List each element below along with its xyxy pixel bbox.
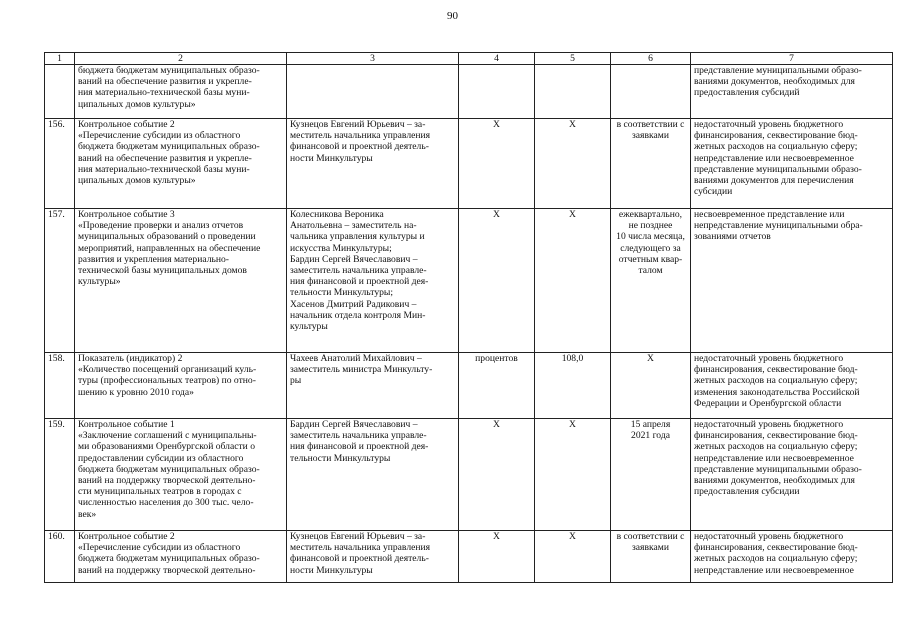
event-cell: бюджета бюджетам муниципальных образо- ваний на обеспечение развития и укрепле- ния материально-технической базы муни- ципальных домов культуры» [75, 65, 287, 119]
event-cell: Контрольное событие 1 «Заключение соглашений с муниципальны- ми образованиями Оренбургской области о предоставлении субсидии из областного бюджета бюджетам муниципальных образо- ваний на поддержку творческой деятельно- сти муниципальных театров в городах с численностью населения до 300 тыс. чело- век» [75, 419, 287, 531]
row-number: 157. [45, 209, 75, 353]
unit-cell: Х [459, 419, 535, 531]
event-cell: Контрольное событие 3 «Проведение проверки и анализ отчетов муниципальных образований о проведении мероприятий, направленных на обеспечение развития и укрепления материально- технической базы муниципальных домов культуры» [75, 209, 287, 353]
table-row [45, 353, 893, 419]
table-row [45, 65, 893, 119]
header-cell: 3 [287, 53, 459, 65]
event-cell: Контрольное событие 2 «Перечисление субсидии из областного бюджета бюджетам муниципальных образо- ваний на поддержку творческой деятельно- [75, 531, 287, 583]
value-cell [535, 65, 611, 119]
row-number: 158. [45, 353, 75, 419]
table-row [45, 531, 893, 583]
value-cell: Х [535, 209, 611, 353]
plan-table [44, 52, 893, 583]
deadline-cell: ежеквартально, не позднее 10 числа месяца, следующего за отчетным квар- талом [611, 209, 691, 353]
value-cell: Х [535, 419, 611, 531]
responsible-cell: Колесникова Вероника Анатольевна – заместитель на- чальника управления культуры и искусства Минкультуры; Бардин Сергей Вячеславович – заместитель начальника управле- ния финансовой и проектной дея- тельности Минкультуры; Хасенов Дмитрий Радикович – начальник отдела контроля Мин- культуры [287, 209, 459, 353]
event-cell: Контрольное событие 2 «Перечисление субсидии из областного бюджета бюджетам муниципальных образо- ваний на обеспечение развития и укрепле- ния материально-технической базы муни- ципальных домов культуры» [75, 119, 287, 209]
row-number: 156. [45, 119, 75, 209]
responsible-cell: Чахеев Анатолий Михайлович – заместитель министра Минкульту- ры [287, 353, 459, 419]
deadline-cell: 15 апреля 2021 года [611, 419, 691, 531]
deadline-cell: в соответствии с заявками [611, 531, 691, 583]
header-cell: 6 [611, 53, 691, 65]
row-number [45, 65, 75, 119]
unit-cell: Х [459, 531, 535, 583]
header-cell: 7 [691, 53, 893, 65]
value-cell: 108,0 [535, 353, 611, 419]
value-cell: Х [535, 119, 611, 209]
risk-cell: недостаточный уровень бюджетного финансирования, секвестирование бюд- жетных расходов на социальную сферу; изменения законодательства Российской Федерации и Оренбургской области [691, 353, 893, 419]
table-row [45, 119, 893, 209]
table-header-row [45, 53, 893, 65]
risk-cell: представление муниципальными образо- ваниями документов, необходимых для предоставления субсидий [691, 65, 893, 119]
risk-cell: недостаточный уровень бюджетного финансирования, секвестирование бюд- жетных расходов на социальную сферу; непредставление или несвоевременное представление муниципальными образо- ваниями документов для перечисления субсидии [691, 119, 893, 209]
unit-cell: Х [459, 119, 535, 209]
unit-cell [459, 65, 535, 119]
unit-cell: процентов [459, 353, 535, 419]
responsible-cell: Кузнецов Евгений Юрьевич – за- меститель начальника управления финансовой и проектной деятель- ности Минкультуры [287, 119, 459, 209]
header-cell: 1 [45, 53, 75, 65]
row-number: 159. [45, 419, 75, 531]
header-cell: 4 [459, 53, 535, 65]
responsible-cell: Бардин Сергей Вячеславович – заместитель начальника управле- ния финансовой и проектной дея- тельности Минкультуры [287, 419, 459, 531]
risk-cell: несвоевременное представление или непредставление муниципальными обра- зованиями отчетов [691, 209, 893, 353]
value-cell: Х [535, 531, 611, 583]
header-cell: 2 [75, 53, 287, 65]
risk-cell: недостаточный уровень бюджетного финансирования, секвестирование бюд- жетных расходов на социальную сферу; непредставление или несвоевременное представление муниципальными образо- ваниями документов, необходимых для предоставления субсидии [691, 419, 893, 531]
responsible-cell: Кузнецов Евгений Юрьевич – за- меститель начальника управления финансовой и проектной деятель- ности Минкультуры [287, 531, 459, 583]
event-cell: Показатель (индикатор) 2 «Количество посещений организаций куль- туры (профессиональных театров) по отно- шению к уровню 2010 года» [75, 353, 287, 419]
risk-cell: недостаточный уровень бюджетного финансирования, секвестирование бюд- жетных расходов на социальную сферу; непредставление или несвоевременное [691, 531, 893, 583]
deadline-cell: Х [611, 353, 691, 419]
table-row [45, 419, 893, 531]
row-number: 160. [45, 531, 75, 583]
deadline-cell [611, 65, 691, 119]
deadline-cell: в соответствии с заявками [611, 119, 691, 209]
responsible-cell [287, 65, 459, 119]
page-number: 90 [447, 10, 458, 22]
unit-cell: Х [459, 209, 535, 353]
table-row [45, 209, 893, 353]
header-cell: 5 [535, 53, 611, 65]
